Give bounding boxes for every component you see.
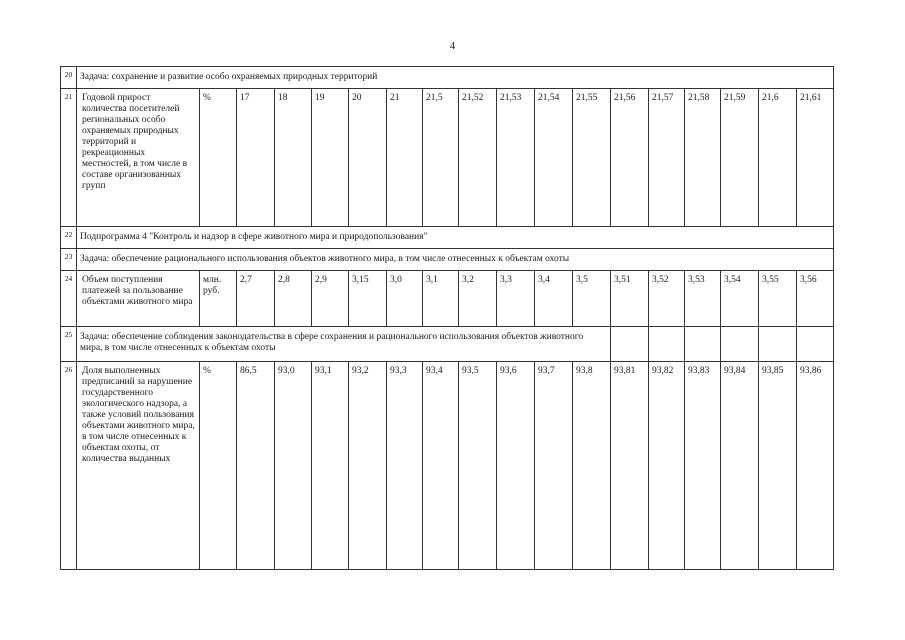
value-cell: 93,6 (497, 362, 535, 570)
row-number: 25 (61, 327, 77, 362)
value-cell: 93,81 (611, 362, 649, 570)
value-cell: 21,54 (535, 89, 573, 227)
value-cell: 21,59 (721, 89, 759, 227)
value-cell: 17 (237, 89, 275, 227)
value-cell: 21,55 (573, 89, 611, 227)
value-cell: 93,84 (721, 362, 759, 570)
value-cell: 21,57 (649, 89, 685, 227)
page-number: 4 (449, 40, 456, 52)
value-cell: 93,7 (535, 362, 573, 570)
unit-cell: % (200, 362, 237, 570)
task-row (61, 327, 834, 362)
value-cell: 3,56 (797, 271, 834, 327)
empty-cell (611, 327, 649, 362)
subprogram-text: Подпрограмма 4 "Контроль и надзор в сфере животного мира и природопользования" (77, 227, 834, 249)
value-cell: 93,82 (649, 362, 685, 570)
value-cell: 2,8 (275, 271, 312, 327)
value-cell: 21 (387, 89, 423, 227)
row-number: 23 (61, 249, 77, 271)
indicator-name: Объем поступления платежей за пользование объектами животного мира (77, 271, 200, 327)
row-number: 20 (61, 67, 77, 89)
value-cell: 93,0 (275, 362, 312, 570)
value-cell: 93,3 (387, 362, 423, 570)
task-text: Задача: обеспечение рационального использования объектов животного мира, в том числе отнесенных к объектам охоты (77, 249, 834, 271)
value-cell: 21,61 (797, 89, 834, 227)
value-cell: 21,56 (611, 89, 649, 227)
value-cell: 20 (349, 89, 387, 227)
value-cell: 93,4 (423, 362, 459, 570)
empty-cell (721, 327, 759, 362)
value-cell: 21,5 (423, 89, 459, 227)
value-cell: 3,2 (459, 271, 497, 327)
indicators-table (60, 66, 834, 570)
row-number: 26 (61, 362, 77, 570)
value-cell: 3,51 (611, 271, 649, 327)
indicator-row (61, 362, 834, 570)
value-cell: 3,15 (349, 271, 387, 327)
value-cell: 93,5 (459, 362, 497, 570)
value-cell: 3,1 (423, 271, 459, 327)
value-cell: 21,52 (459, 89, 497, 227)
task-row (61, 67, 834, 89)
value-cell: 3,55 (759, 271, 797, 327)
value-cell: 3,53 (685, 271, 721, 327)
value-cell: 93,8 (573, 362, 611, 570)
row-number: 22 (61, 227, 77, 249)
value-cell: 3,0 (387, 271, 423, 327)
task-row (61, 249, 834, 271)
value-cell: 18 (275, 89, 312, 227)
value-cell: 2,7 (237, 271, 275, 327)
indicator-name: Доля выполненных предписаний за нарушение государственного экологического надзора, а также условий пользования объектами животного мира, в том числе отнесенных к объектам охоты, от количества выданных (77, 362, 200, 570)
value-cell: 3,5 (573, 271, 611, 327)
row-number: 24 (61, 271, 77, 327)
empty-cell (759, 327, 797, 362)
value-cell: 21,53 (497, 89, 535, 227)
task-text: Задача: обеспечение соблюдения законодательства в сфере сохранения и рационального использования объектов животного мира, в том числе отнесенных к объектам охоты (77, 327, 611, 362)
indicator-row (61, 271, 834, 327)
value-cell: 93,1 (312, 362, 349, 570)
task-text: Задача: сохранение и развитие особо охраняемых природных территорий (77, 67, 834, 89)
unit-cell: % (200, 89, 237, 227)
subprogram-row (61, 227, 834, 249)
empty-cell (797, 327, 834, 362)
value-cell: 3,4 (535, 271, 573, 327)
indicator-row (61, 89, 834, 227)
value-cell: 86,5 (237, 362, 275, 570)
row-number: 21 (61, 89, 77, 227)
value-cell: 93,83 (685, 362, 721, 570)
value-cell: 2,9 (312, 271, 349, 327)
empty-cell (685, 327, 721, 362)
value-cell: 3,54 (721, 271, 759, 327)
empty-cell (649, 327, 685, 362)
value-cell: 93,86 (797, 362, 834, 570)
value-cell: 19 (312, 89, 349, 227)
value-cell: 21,58 (685, 89, 721, 227)
indicator-name: Годовой прирост количества посетителей региональных особо охраняемых природных территорий и рекреационных местностей, в том числе в составе организованных групп (77, 89, 200, 227)
value-cell: 93,85 (759, 362, 797, 570)
value-cell: 3,3 (497, 271, 535, 327)
value-cell: 93,2 (349, 362, 387, 570)
unit-cell: млн. руб. (200, 271, 237, 327)
value-cell: 21,6 (759, 89, 797, 227)
value-cell: 3,52 (649, 271, 685, 327)
